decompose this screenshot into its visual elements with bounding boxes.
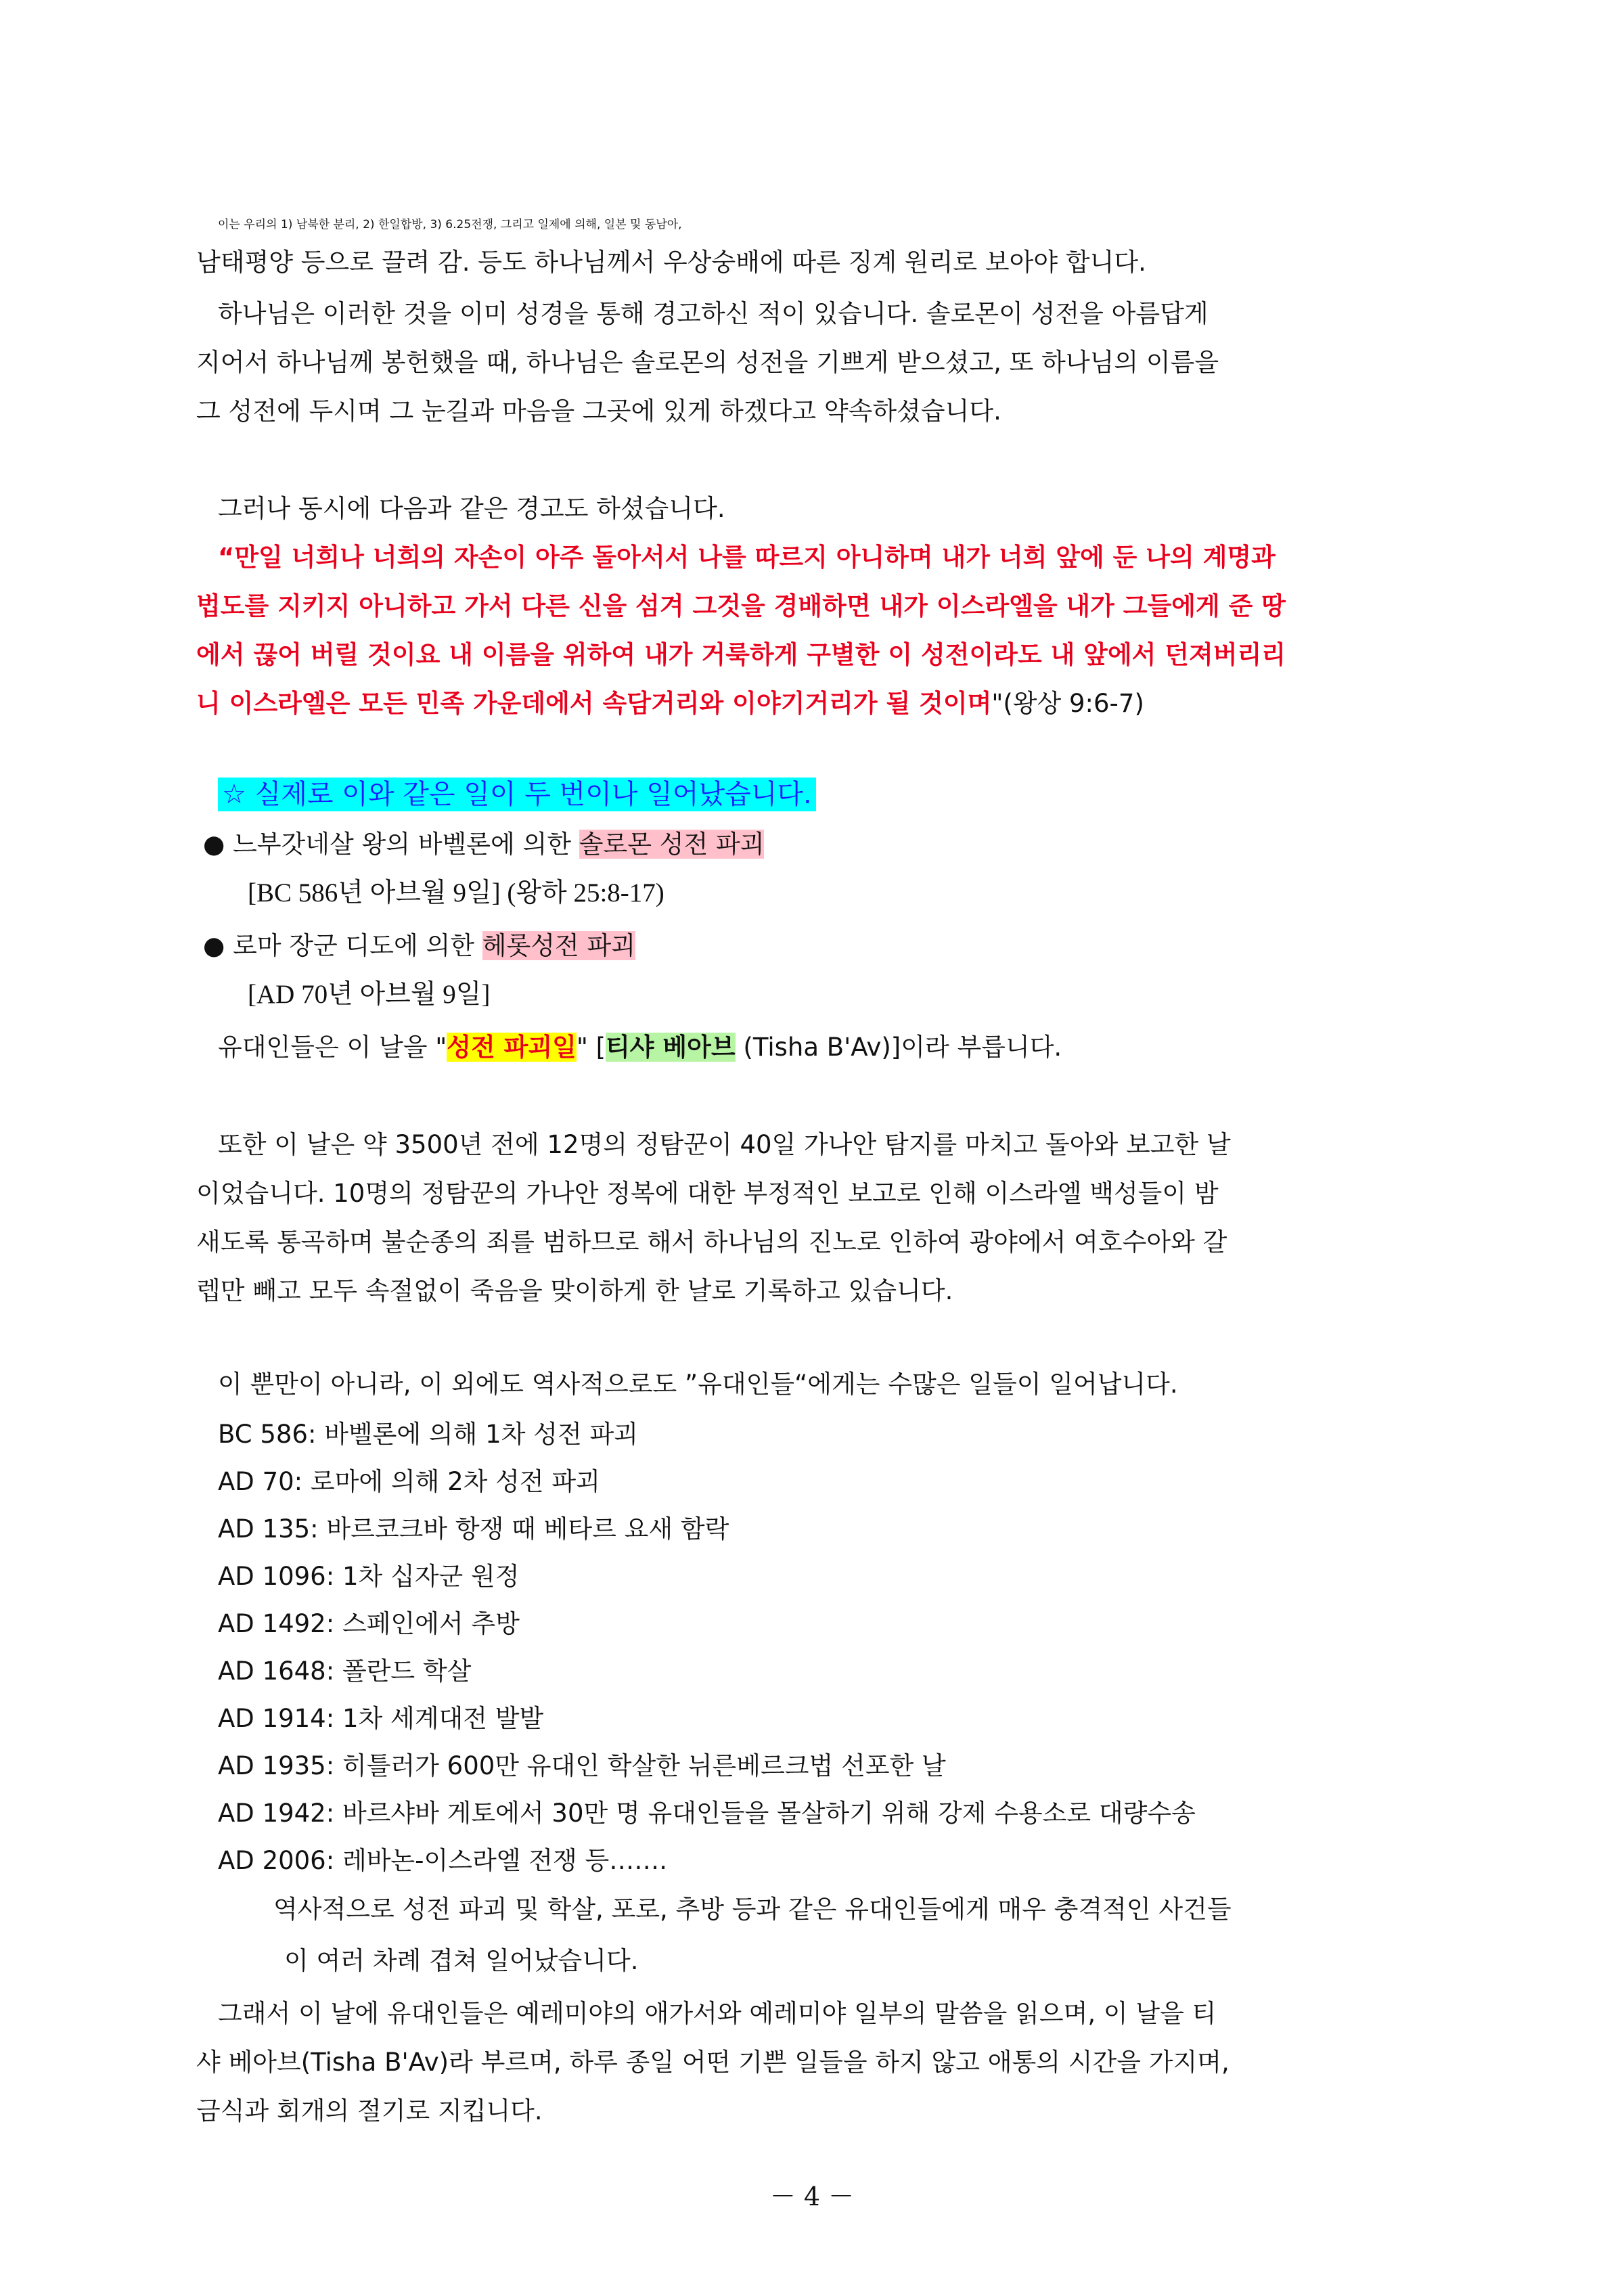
bullet-2-prefix: 로마 장군 디도에 의한 (233, 931, 475, 960)
timeline-item: AD 135: 바르코크바 항쟁 때 베타르 요새 함락 (218, 1514, 729, 1544)
para6-line3: 금식과 회개의 절기로 지킵니다. (196, 2096, 543, 2125)
quote-line4 (196, 686, 1144, 721)
naming-suffix: (Tisha B'Av)]이라 부릅니다. (735, 1033, 1062, 1062)
para6-line1: 그래서 이 날에 유대인들은 예레미야의 애가서와 예레미야 일부의 말씀을 읽으며, 이 날을 티 (218, 1999, 1217, 2028)
naming-green: 티샤 베아브 (606, 1033, 736, 1062)
bullet-item-1 (203, 827, 764, 862)
timeline-item: AD 1492: 스페인에서 추방 (218, 1609, 520, 1638)
bullet-1-prefix: 느부갓네살 왕의 바벨론에 의한 (233, 830, 571, 859)
bullet-2-date: [AD 70년 아브월 9일] (248, 980, 491, 1009)
para1-line2: 남태평양 등으로 끌려 감. 등도 하나님께서 우상숭배에 따른 징계 원리로 보아야 합니다. (196, 248, 1146, 277)
quote-line1: “만일 너희나 너희의 자손이 아주 돌아서서 나를 따르지 아니하며 내가 너희 앞에 둔 나의 계명과 (218, 543, 1276, 572)
highlight-title (218, 777, 816, 813)
timeline-item: AD 1942: 바르샤바 게토에서 30만 명 유대인들을 몰살하기 위해 강제 수용소로 대량수송 (218, 1799, 1196, 1828)
para2-line3: 그 성전에 두시며 그 눈길과 마음을 그곳에 있게 하겠다고 약속하셨습니다. (196, 397, 1001, 426)
quote-line3: 에서 끊어 버릴 것이요 내 이름을 위하여 내가 거룩하게 구별한 이 성전이라도 내 앞에서 던져버리리 (196, 640, 1286, 669)
para6-line2: 샤 베아브(Tisha B'Av)라 부르며, 하루 종일 어떤 기쁜 일들을 하지 않고 애통의 시간을 가지며, (196, 2048, 1230, 2077)
timeline-item: AD 2006: 레바논-이스라엘 전쟁 등……. (218, 1846, 668, 1875)
para2-line1: 하나님은 이러한 것을 이미 성경을 통해 경고하신 적이 있습니다. 솔로몬이 성전을 아름답게 (218, 299, 1209, 328)
quote-reference: "(왕상 9:6-7) (991, 689, 1144, 718)
para4-line3: 새도록 통곡하며 불순종의 죄를 범하므로 해서 하나님의 진노로 인하여 광야에서 여호수아와 갈 (196, 1228, 1227, 1257)
timeline-item: AD 70: 로마에 의해 2차 성전 파괴 (218, 1467, 600, 1496)
highlight-title-text: ☆ 실제로 이와 같은 일이 두 번이나 일어났습니다. (218, 778, 816, 811)
timeline-item: AD 1935: 히틀러가 600만 유대인 학살한 뉘른베르크법 선포한 날 (218, 1751, 946, 1780)
para3-intro: 그러나 동시에 다음과 같은 경고도 하셨습니다. (218, 494, 725, 523)
timeline-item: AD 1096: 1차 십자군 원정 (218, 1562, 520, 1591)
naming-yellow: 성전 파괴일 (447, 1033, 577, 1062)
timeline-summary-line1: 역사적으로 성전 파괴 및 학살, 포로, 추방 등과 같은 유대인들에게 매우 충격적인 사건들 (273, 1895, 1232, 1924)
naming-line (218, 1030, 1062, 1065)
naming-mid: " [ (576, 1033, 606, 1062)
para4-line1: 또한 이 날은 약 3500년 전에 12명의 정탐꾼이 40일 가나안 탐지를 마치고 돌아와 보고한 날 (218, 1130, 1231, 1159)
bullet-1-date: [BC 586년 아브월 9일] (왕하 25:8-17) (248, 878, 664, 907)
timeline-item: AD 1914: 1차 세계대전 발발 (218, 1704, 544, 1733)
bullet-1-highlight: 솔로몬 성전 파괴 (579, 830, 765, 859)
bullet-icon: ● (203, 830, 225, 859)
quote-line2: 법도를 지키지 아니하고 가서 다른 신을 섬겨 그것을 경배하면 내가 이스라엘을 내가 그들에게 준 땅 (196, 591, 1286, 621)
timeline-item: BC 586: 바벨론에 의해 1차 성전 파괴 (218, 1420, 638, 1449)
para5-intro: 이 뿐만이 아니라, 이 외에도 역사적으로도 ”유대인들“에게는 수많은 일들이 일어납니다. (218, 1370, 1178, 1399)
para4-line2: 이었습니다. 10명의 정탐꾼의 가나안 정복에 대한 부정적인 보고로 인해 이스라엘 백성들이 밤 (196, 1179, 1219, 1208)
timeline-item: AD 1648: 폴란드 학살 (218, 1657, 472, 1686)
para2-line2: 지어서 하나님께 봉헌했을 때, 하나님은 솔로몬의 성전을 기쁘게 받으셨고, 또 하나님의 이름을 (196, 348, 1219, 377)
page-number: － 4 － (769, 2182, 855, 2211)
bullet-icon: ● (203, 931, 225, 960)
naming-prefix: 유대인들은 이 날을 " (218, 1033, 447, 1062)
bullet-item-2 (203, 928, 635, 964)
bullet-2-highlight: 헤롯성전 파괴 (482, 931, 636, 960)
para1-line1: 이는 우리의 1) 남북한 분리, 2) 한일합방, 3) 6.25전쟁, 그리고 일제에 의해, 일본 및 동남아, (218, 218, 682, 231)
quote-line4-text: 니 이스라엘은 모든 민족 가운데에서 속담거리와 이야기거리가 될 것이며 (196, 689, 992, 718)
timeline-summary-line2: 이 여러 차례 겹쳐 일어났습니다. (284, 1946, 639, 1975)
para4-line4: 렙만 빼고 모두 속절없이 죽음을 맞이하게 한 날로 기록하고 있습니다. (196, 1276, 953, 1305)
